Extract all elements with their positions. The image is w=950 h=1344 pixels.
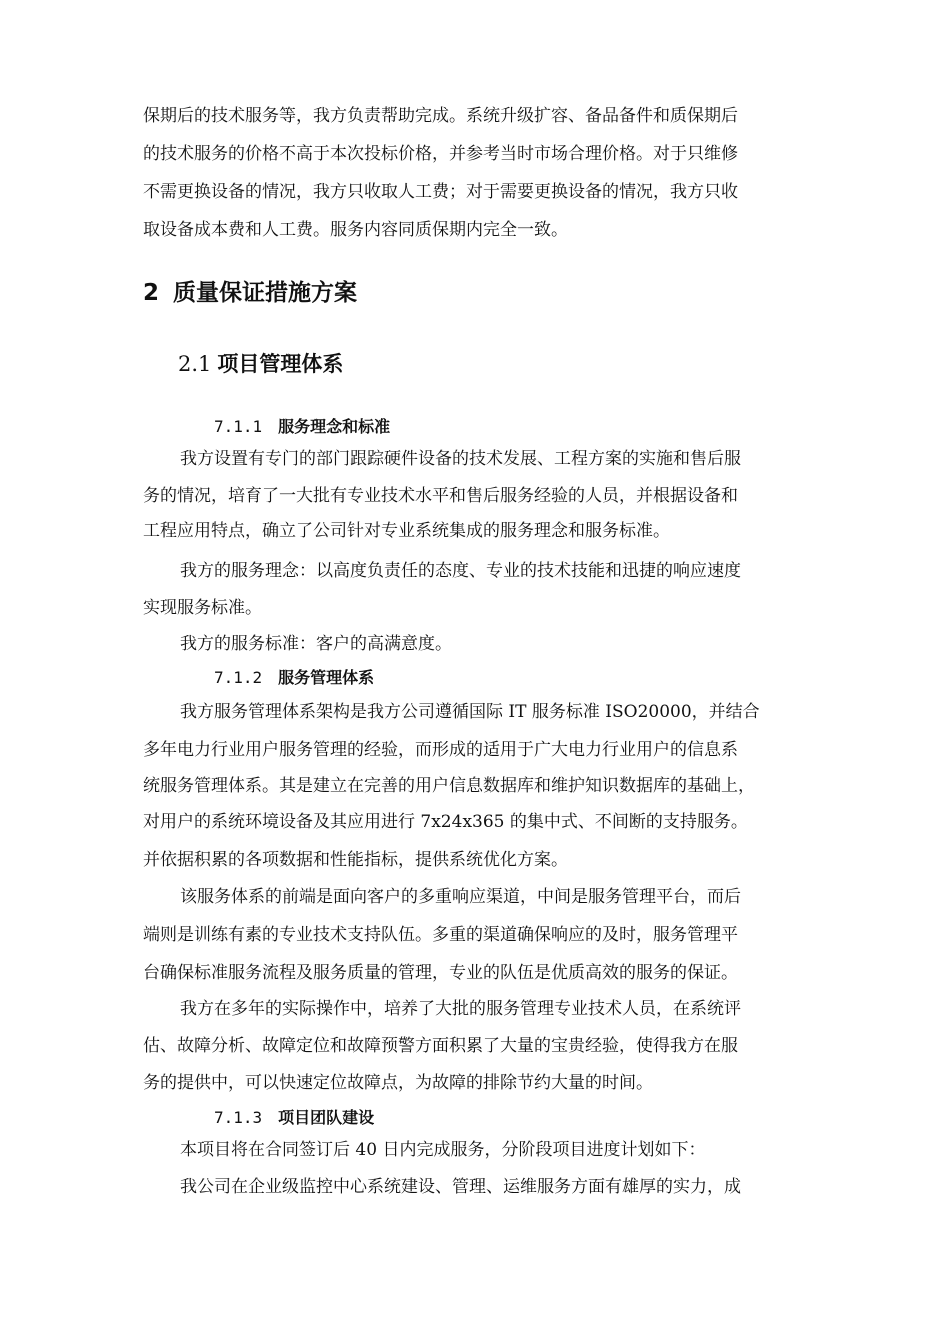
body-text-line: 我方服务管理体系架构是我方公司遵循国际 IT 服务标准 ISO20000，并结合	[180, 702, 760, 722]
body-text-line: 多年电力行业用户服务管理的经验，而形成的适用于广大电力行业用户的信息系	[143, 740, 738, 760]
subsubsection-heading-711	[214, 414, 390, 437]
body-text-line: 我方的服务理念：以高度负责任的态度、专业的技术技能和迅捷的响应速度	[180, 561, 741, 581]
body-text-line: 我方在多年的实际操作中，培养了大批的服务管理专业技术人员，在系统评	[180, 999, 741, 1019]
body-text-line: 本项目将在合同签订后 40 日内完成服务，分阶段项目进度计划如下：	[180, 1140, 706, 1160]
heading-number: 7.1.1	[214, 417, 263, 436]
heading-title: 服务管理体系	[278, 668, 375, 687]
body-text-line: 务的提供中，可以快速定位故障点，为故障的排除节约大量的时间。	[143, 1073, 653, 1093]
body-text-line: 实现服务标准。	[143, 598, 262, 618]
subsection-title: 项目管理体系	[217, 352, 344, 376]
body-text-line: 我方的服务标准：客户的高满意度。	[180, 634, 452, 654]
body-text-line: 并依据积累的各项数据和性能指标，提供系统优化方案。	[143, 850, 568, 870]
body-text-line: 保期后的技术服务等，我方负责帮助完成。系统升级扩容、备品备件和质保期后	[143, 106, 738, 126]
body-text-line: 我公司在企业级监控中心系统建设、管理、运维服务方面有雄厚的实力，成	[180, 1177, 741, 1197]
section-heading	[143, 274, 357, 307]
section-title: 质量保证措施方案	[173, 280, 358, 306]
body-text-line: 端则是训练有素的专业技术支持队伍。多重的渠道确保响应的及时，服务管理平	[143, 925, 738, 945]
section-number: 2	[143, 280, 160, 306]
body-text-line: 取设备成本费和人工费。服务内容同质保期内完全一致。	[143, 220, 568, 240]
body-text-line: 台确保标准服务流程及服务质量的管理，专业的队伍是优质高效的服务的保证。	[143, 963, 738, 983]
body-text-line: 统服务管理体系。其是建立在完善的用户信息数据库和维护知识数据库的基础上，	[143, 776, 755, 796]
subsection-number: 2.1	[178, 352, 212, 376]
heading-title: 项目团队建设	[278, 1108, 375, 1127]
subsection-heading	[178, 348, 343, 378]
body-text-line: 对用户的系统环境设备及其应用进行 7x24x365 的集中式、不间断的支持服务。	[143, 812, 748, 832]
heading-number: 7.1.3	[214, 1108, 263, 1127]
body-text-line: 的技术服务的价格不高于本次投标价格，并参考当时市场合理价格。对于只维修	[143, 144, 738, 164]
body-text-line: 不需更换设备的情况，我方只收取人工费；对于需要更换设备的情况，我方只收	[143, 182, 738, 202]
body-text-line: 估、故障分析、故障定位和故障预警方面积累了大量的宝贵经验，使得我方在服	[143, 1036, 738, 1056]
subsubsection-heading-713	[214, 1105, 374, 1128]
body-text-line: 务的情况，培育了一大批有专业技术水平和售后服务经验的人员，并根据设备和	[143, 486, 738, 506]
body-text-line: 我方设置有专门的部门跟踪硬件设备的技术发展、工程方案的实施和售后服	[180, 449, 741, 469]
heading-title: 服务理念和标准	[278, 417, 391, 436]
body-text-line: 该服务体系的前端是面向客户的多重响应渠道，中间是服务管理平台，而后	[180, 887, 741, 907]
body-text-line: 工程应用特点，确立了公司针对专业系统集成的服务理念和服务标准。	[143, 521, 670, 541]
subsubsection-heading-712	[214, 665, 374, 688]
heading-number: 7.1.2	[214, 668, 263, 687]
